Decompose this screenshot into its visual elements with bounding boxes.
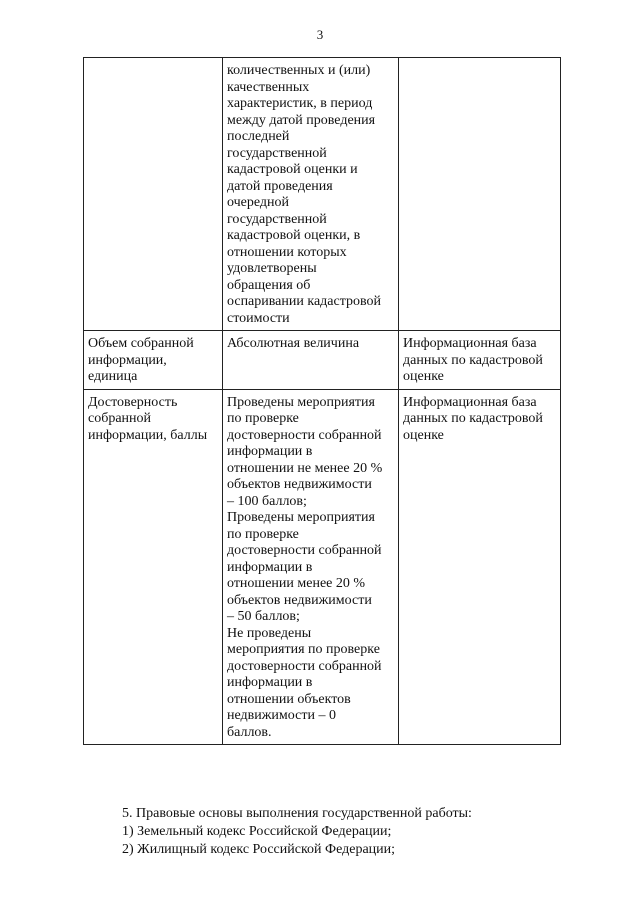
cell-text-line: стоимости <box>227 310 290 326</box>
cell-text-line: мероприятия по проверке <box>227 642 380 657</box>
table-body <box>84 58 561 745</box>
cell-text-line: удовлетворены <box>227 261 317 276</box>
list-item: 2) Жилищный кодекс Российской Федерации; <box>122 842 396 857</box>
cell-text-line: очередной <box>227 195 290 210</box>
cell-text-line: – 50 баллов; <box>227 609 300 624</box>
table-row <box>84 331 561 390</box>
legal-basis-section <box>122 805 472 859</box>
cell-text-line: данных по кадастровой <box>403 352 543 368</box>
cell-text-line: Абсолютная величина <box>227 336 360 351</box>
cell-text-line: государственной <box>227 211 327 227</box>
calculation-method-cell <box>223 58 399 331</box>
cell-text-line: по проверке <box>227 526 299 542</box>
cell-text-line: данных по кадастровой <box>403 411 543 426</box>
cell-text-line: кадастровой оценки, в <box>227 228 361 243</box>
cell-text-line: оценке <box>403 427 444 443</box>
cell-text-line: информации, баллы <box>88 427 208 443</box>
cell-text-line: собранной <box>88 411 152 426</box>
cell-text-line: качественных <box>227 79 310 95</box>
cell-text-line: информации в <box>227 444 313 459</box>
indicator-name-cell <box>84 331 223 390</box>
cell-text-line: объектов недвижимости <box>227 592 372 608</box>
cell-text-line: Не проведены <box>227 625 312 641</box>
cell-text-line: отношении объектов <box>227 691 351 707</box>
cell-text-line: последней <box>227 129 290 144</box>
cell-text-line: характеристик, в период <box>227 96 373 111</box>
cell-text-line: – 100 баллов; <box>227 493 307 509</box>
table-row <box>84 389 561 745</box>
cell-text-line: объектов недвижимости <box>227 477 372 492</box>
table-row <box>84 58 561 331</box>
cell-text-line: Проведены мероприятия <box>227 510 375 525</box>
calculation-method-cell <box>223 389 399 745</box>
calculation-method-cell <box>223 331 399 390</box>
cell-text-line: кадастровой оценки и <box>227 162 358 177</box>
cell-text-line: Информационная база <box>403 336 537 351</box>
cell-text-line: информации в <box>227 559 313 575</box>
cell-text-line: недвижимости – 0 <box>227 708 336 723</box>
cell-text-line: оценке <box>403 369 444 384</box>
cell-text-line: между датой проведения <box>227 112 376 128</box>
cell-text-line: Проведены мероприятия <box>227 394 375 410</box>
data-source-cell <box>399 389 561 745</box>
cell-text-line: отношении менее 20 % <box>227 576 366 591</box>
cell-text-line: достоверности собранной <box>227 543 382 558</box>
cell-text-line: информации, <box>88 352 167 368</box>
cell-text-line: количественных и (или) <box>227 63 371 78</box>
cell-text-line: отношении которых <box>227 244 347 260</box>
cell-text-line: информации в <box>227 675 313 690</box>
cell-text-line: оспаривании кадастровой <box>227 294 382 309</box>
cell-text-line: Достоверность <box>88 394 178 410</box>
cell-text-line: отношении не менее 20 % <box>227 460 383 476</box>
indicator-name-cell <box>84 58 223 331</box>
cell-text-line: Информационная база <box>403 394 537 410</box>
data-source-cell <box>399 331 561 390</box>
cell-text-line: датой проведения <box>227 178 333 194</box>
cell-text-line: достоверности собранной <box>227 658 382 674</box>
cell-text-line: Объем собранной <box>88 336 194 351</box>
cell-text-line: государственной <box>227 145 327 161</box>
cell-text-line: по проверке <box>227 411 299 426</box>
section-heading: 5. Правовые основы выполнения государственной работы: <box>122 806 472 821</box>
data-source-cell <box>399 58 561 331</box>
indicator-name-cell <box>84 389 223 745</box>
cell-text-line: достоверности собранной <box>227 427 382 443</box>
list-item: 1) Земельный кодекс Российской Федерации; <box>122 824 392 839</box>
cell-text-line: единица <box>88 369 138 384</box>
cell-text-line: обращения об <box>227 277 311 293</box>
indicators-table <box>83 57 561 745</box>
cell-text-line: баллов. <box>227 724 272 740</box>
page-number: 3 <box>316 27 324 42</box>
